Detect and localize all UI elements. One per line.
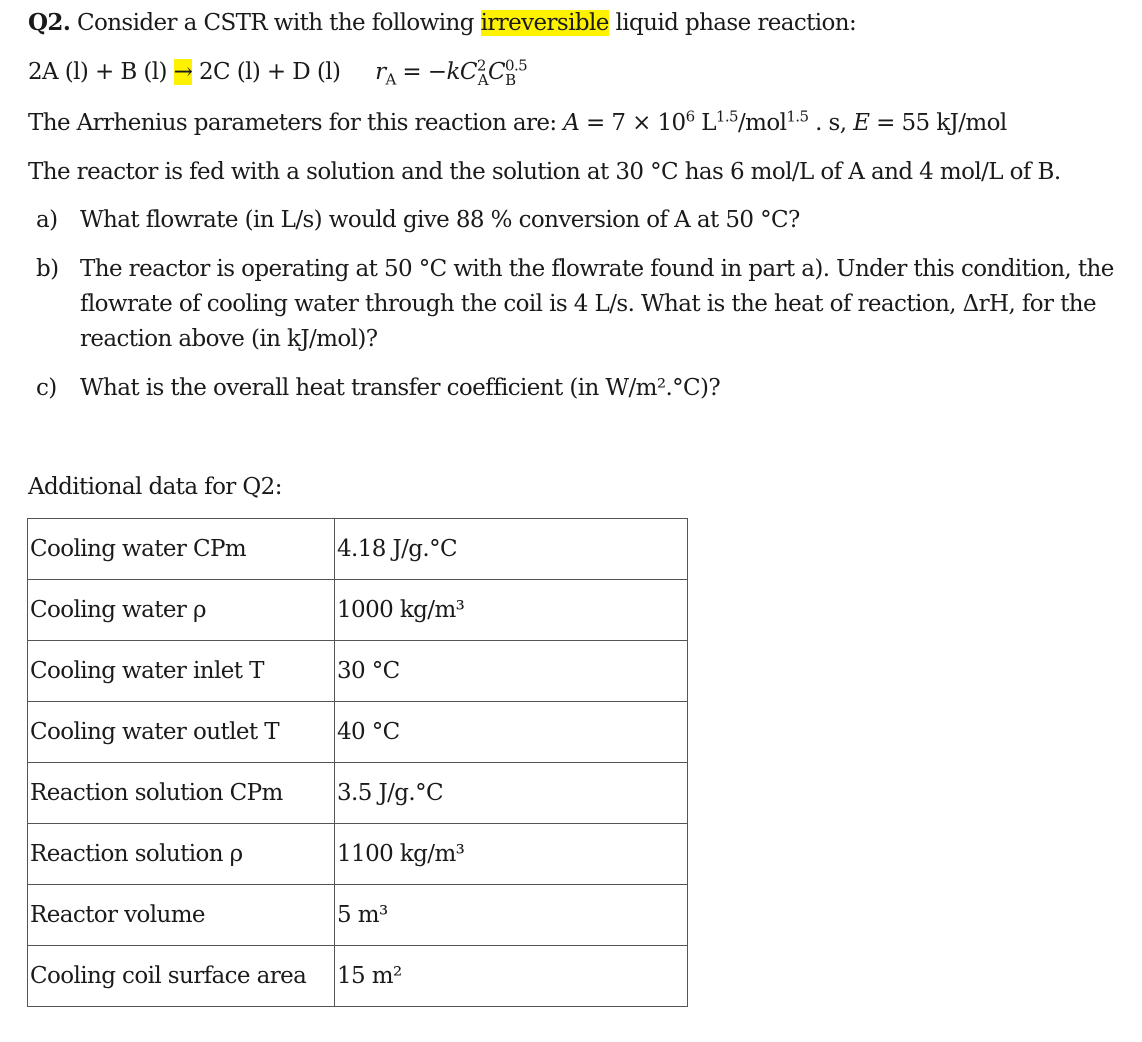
value-cell: 15 m² — [335, 946, 688, 1007]
value-cell: 30 °C — [335, 641, 688, 702]
value-cell: 40 °C — [335, 702, 688, 763]
property-cell: Reaction solution CPm — [28, 763, 335, 824]
table-row — [28, 946, 688, 1007]
feed-description: The reactor is fed with a solution and the solution at 30 °C has 6 mol/L of A and 4 mol/L of B. — [28, 159, 1061, 185]
arrhenius-parameters: The Arrhenius parameters for this reaction are: $A = 7 \times 10^6$ $L^{1.5}/mol^{1.5}$ . s, E = 55 kJ/mol — [28, 107, 1007, 136]
value-cell: 4.18 J/g.°C — [335, 519, 688, 580]
table-row — [28, 885, 688, 946]
arrow-icon: → — [173, 59, 193, 85]
property-cell: Reactor volume — [28, 885, 335, 946]
table-row — [28, 580, 688, 641]
additional-data-table — [27, 518, 688, 1007]
value-cell: 3.5 J/g.°C — [335, 763, 688, 824]
value-cell: 1100 kg/m³ — [335, 824, 688, 885]
property-cell: Cooling coil surface area — [28, 946, 335, 1007]
property-cell: Cooling water outlet T — [28, 702, 335, 763]
table-row — [28, 763, 688, 824]
question-intro: Q2. Consider a CSTR with the following irreversible liquid phase reaction: — [28, 9, 857, 36]
property-cell: Cooling water ρ — [28, 580, 335, 641]
rate-law: $r_A = -kC^2_AC^{0.5}_B$ — [375, 56, 528, 89]
property-cell: Cooling water inlet T — [28, 641, 335, 702]
property-cell: Cooling water CPm — [28, 519, 335, 580]
table-row — [28, 519, 688, 580]
reaction-equation: 2A (l) + B (l) → 2C (l) + D (l) $r_A = -kC^2_AC^{0.5}_B$ — [28, 56, 528, 89]
value-cell: 1000 kg/m³ — [335, 580, 688, 641]
table-row — [28, 702, 688, 763]
question-number: Q2. — [28, 9, 71, 36]
highlighted-word: irreversible — [480, 10, 609, 36]
table-row — [28, 824, 688, 885]
property-cell: Reaction solution ρ — [28, 824, 335, 885]
value-cell: 5 m³ — [335, 885, 688, 946]
additional-data-heading: Additional data for Q2: — [28, 474, 282, 500]
table-row — [28, 641, 688, 702]
